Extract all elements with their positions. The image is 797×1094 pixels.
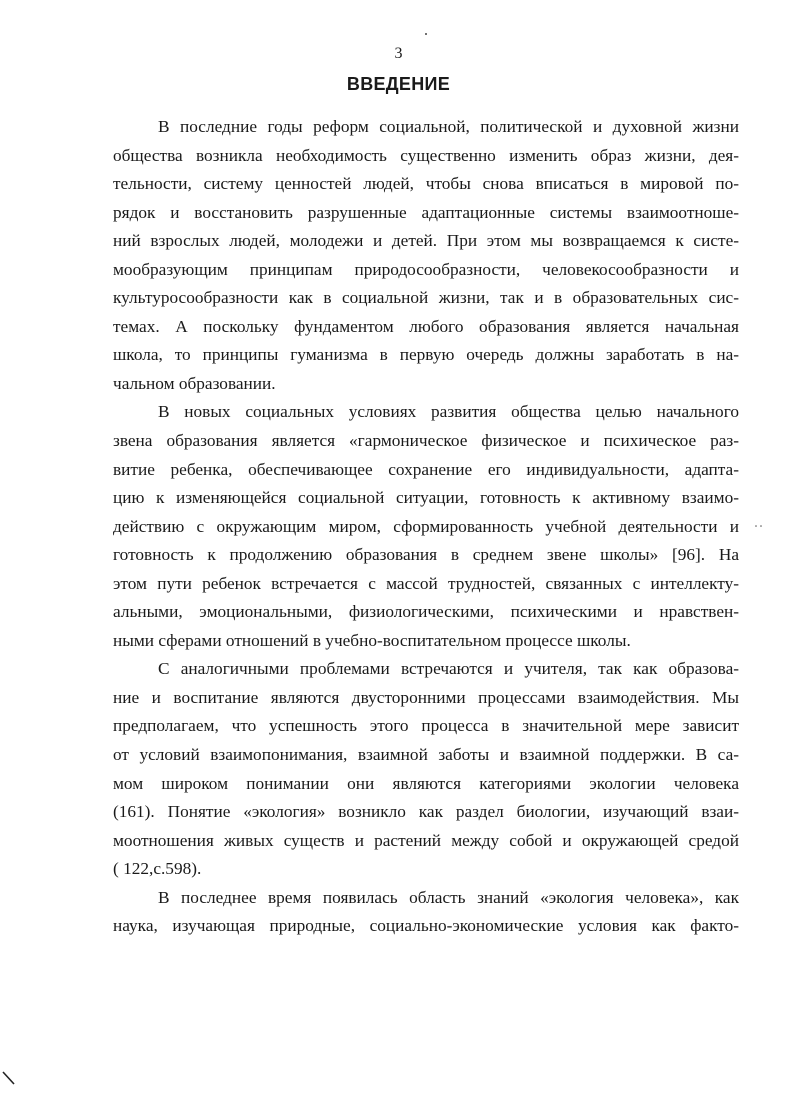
paragraph-line: (161). Понятие «экология» возникло как раздел биологии, изучающий взаи- bbox=[113, 802, 739, 822]
paragraph-line: тельности, систему ценностей людей, чтобы снова вписаться в мировой по- bbox=[113, 174, 739, 194]
paragraph-line: цию к изменяющейся социальной ситуации, готовность к активному взаимо- bbox=[113, 488, 739, 508]
scan-speck bbox=[424, 32, 428, 36]
paragraph-line: С аналогичными проблемами встречаются и учителя, так как образова- bbox=[158, 659, 739, 679]
paragraph-line: В последнее время появилась область знаний «экология человека», как bbox=[158, 887, 739, 907]
paragraph-line: В новых социальных условиях развития общества целью начального bbox=[158, 402, 739, 422]
paragraph-line: темах. А поскольку фундаментом любого образования является начальная bbox=[113, 316, 739, 336]
paragraph-line: готовность к продолжению образования в среднем звене школы» [96]. На bbox=[113, 545, 739, 565]
page-title: ВВЕДЕНИЕ bbox=[346, 74, 451, 94]
paragraph-line: витие ребенка, обеспечивающее сохранение его индивидуальности, адапта- bbox=[113, 459, 739, 479]
paragraph-line: чальном образовании. bbox=[113, 373, 276, 393]
paragraph-line: этом пути ребенок встречается с массой трудностей, связанных с интеллекту- bbox=[113, 573, 739, 593]
document-body bbox=[113, 113, 739, 941]
paragraph-line: от условий взаимопонимания, взаимной заботы и взаимной поддержки. В са- bbox=[113, 745, 739, 765]
paragraph-line: рядок и восстановить разрушенные адаптационные системы взаимоотноше- bbox=[113, 202, 739, 222]
paragraph-line: школа, то принципы гуманизма в первую очередь должны заработать в на- bbox=[113, 345, 739, 365]
paragraph-line: ными сферами отношений в учебно-воспитательном процессе школы. bbox=[113, 630, 631, 650]
paragraph-line: В последние годы реформ социальной, политической и духовной жизни bbox=[158, 117, 739, 136]
scan-speck bbox=[754, 524, 764, 528]
paragraph-line: действию с окружающим миром, сформированность учебной деятельности и bbox=[113, 516, 739, 536]
paragraph-line: альными, эмоциональными, физиологическими, психическими и нравствен- bbox=[113, 602, 739, 622]
paragraph-line: культуросообразности как в социальной жизни, так и в образовательных сис- bbox=[113, 288, 739, 308]
paragraph-line: наука, изучающая природные, социально-экономические условия как факто- bbox=[113, 916, 739, 936]
paragraph-line: звена образования является «гармоническое физическое и психическое раз- bbox=[113, 431, 739, 451]
paragraph-line: ние и воспитание являются двусторонними процессами взаимодействия. Мы bbox=[113, 687, 739, 707]
paragraph-line: мом широком понимании они являются категориями экологии человека bbox=[113, 773, 739, 793]
page-number: 3 bbox=[394, 45, 403, 62]
paragraph-line: мообразующим принципам природосообразности, человекосообразности и bbox=[113, 259, 739, 279]
paragraph-line: моотношения живых существ и растений между собой и окружающей средой bbox=[113, 830, 739, 850]
paragraph-line: ( 122,с.598). bbox=[113, 859, 202, 879]
paragraph-line: предполагаем, что успешность этого процесса в значительной мере зависит bbox=[113, 716, 739, 736]
scan-mark bbox=[0, 1070, 20, 1094]
paragraph-line: ний взрослых людей, молодежи и детей. При этом мы возвращаемся к систе- bbox=[113, 231, 739, 251]
paragraph-line: общества возникла необходимость существенно изменить образ жизни, дея- bbox=[113, 145, 739, 165]
